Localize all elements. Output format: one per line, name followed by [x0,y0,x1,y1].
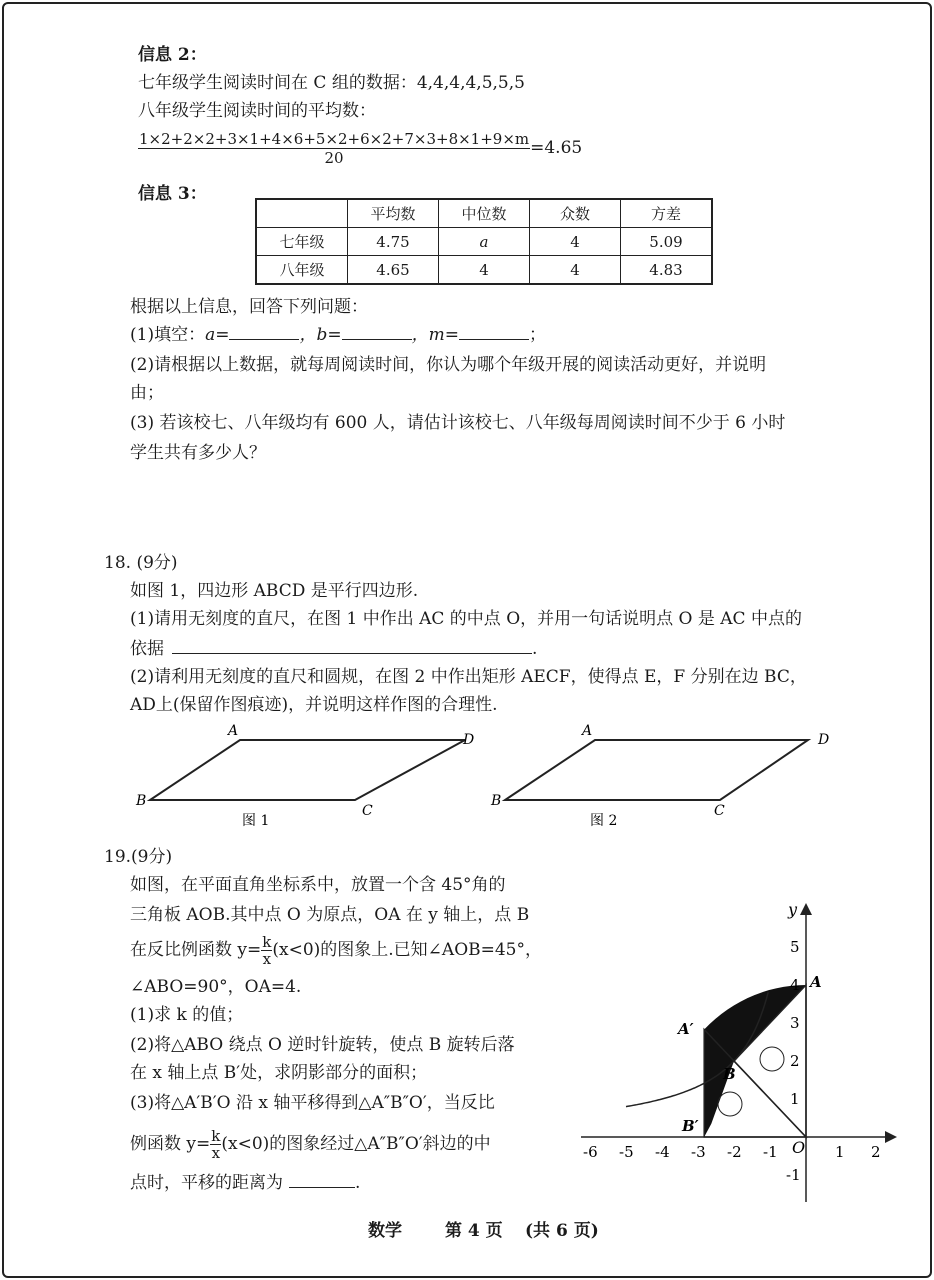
q17-part3-line1: (3) 若该校七、八年级均有 600 人，请估计该校七、八年级每周阅读时间不少于 6 小时 [130,413,786,433]
x-tick-label: -2 [727,1143,742,1161]
basis-blank[interactable] [172,653,532,654]
y-tick-label: 4 [790,976,800,994]
x-tick-label: -5 [619,1143,634,1161]
q19-part2-line1: (2)将△ABO 绕点 O 逆时针旋转，使点 B 旋转后落 [130,1035,515,1055]
q17-part2-line1: (2)请根据以上数据，就每周阅读时间，你认为哪个年级开展的阅读活动更好，并说明 [130,355,767,375]
q18-part1-line2: 依据 . [130,639,538,659]
x-tick-label: 2 [871,1143,881,1161]
formula-result: =4.65 [530,138,583,158]
stats-table [255,198,713,285]
q17-intro: 根据以上信息，回答下列问题： [130,297,368,317]
part1-prefix: (1)填空： [130,325,206,345]
table-header: 众数 [530,199,621,228]
q19-part1: (1)求 k 的值； [130,1005,244,1025]
set-square-hole-icon [718,1092,742,1116]
fig2-caption: 图 2 [590,813,618,829]
y-tick-label: 5 [790,938,800,956]
blank-m[interactable] [459,339,529,340]
table-row [256,228,712,256]
table-cell: 七年级 [256,228,348,256]
table-cell: a [439,228,530,256]
table-cell: 4 [439,256,530,285]
table-header: 中位数 [439,199,530,228]
basis-label: 依据 [130,639,164,659]
func-suffix: (x<0)的图象上.已知∠AOB=45°， [272,940,543,960]
fig1-label-A: A [228,723,239,739]
fig1-caption: 图 1 [242,813,270,829]
distance-blank[interactable] [289,1187,355,1188]
blank-m-label: ，m= [411,325,459,345]
fig1-label-B: B [136,793,147,809]
footer-total: (共 6 页) [525,1221,599,1241]
x-tick-label: -3 [691,1143,706,1161]
q19-part3-line1: (3)将△A′B′O 沿 x 轴平移得到△A″B″O′，当反比 [130,1093,495,1113]
table-cell: 4.83 [621,256,713,285]
set-square-hole-icon [760,1047,784,1071]
table-row [256,256,712,285]
q18-line1: 如图 1，四边形 ABCD 是平行四边形. [130,581,419,601]
info2-title: 信息 2： [138,45,207,65]
table-header-row [256,199,712,228]
parallelogram-fig1 [150,740,465,800]
x-tick-label: -4 [655,1143,670,1161]
y-axis-label: y [788,900,798,919]
q17-part3-line2: 学生共有多少人？ [130,443,266,463]
frac-numerator: k [262,933,272,951]
x-tick-label: 1 [835,1143,845,1161]
y-tick-label: -1 [786,1166,801,1184]
fig2-label-D: D [818,732,830,748]
table-header [256,199,348,228]
origin-label: O [792,1138,806,1157]
q18-part2-line2: AD上(保留作图痕迹)，并说明这样作图的合理性. [130,695,498,715]
table-cell: 4.65 [348,256,439,285]
info3-title: 信息 3： [138,184,207,204]
point-B-prime-label: B′ [682,1117,699,1135]
mean-formula [138,130,582,167]
footer-subject: 数学 [368,1221,402,1241]
q19-line4: ∠ABO=90°，OA=4. [130,977,302,997]
table-cell: 4 [530,256,621,285]
blank-b-label: ，b= [299,325,342,345]
table-cell: 八年级 [256,256,348,285]
y-tick-label: 3 [790,1014,800,1032]
parallelogram-figures [120,715,880,835]
info2-line1: 七年级学生阅读时间在 C 组的数据：4,4,4,4,5,5,5 [138,73,525,93]
point-A-label: A [810,973,822,991]
point-A-prime-label: A′ [678,1020,694,1038]
x-tick-label: -6 [583,1143,598,1161]
frac-numerator: k [211,1127,221,1145]
q19-part3-line2 [130,1128,491,1161]
func-prefix: 例函数 y= [130,1134,211,1154]
y-tick-label: 1 [790,1090,800,1108]
parallelogram-fig2 [505,740,808,800]
func-suffix: (x<0)的图象经过△A″B″O′斜边的中 [221,1134,491,1154]
table-cell: 5.09 [621,228,713,256]
q19-header: 19.(9分) [104,847,173,867]
coordinate-graph [570,895,900,1205]
period: . [355,1173,361,1193]
y-tick-label: 2 [790,1052,800,1070]
q19-part3-line3 [130,1172,360,1194]
fig2-label-C: C [714,803,725,819]
point-B-label: B [723,1065,736,1083]
part1-end: ； [529,325,546,345]
x-tick-label: -1 [763,1143,778,1161]
q19-line2: 三角板 AOB.其中点 O 为原点，OA 在 y 轴上，点 B [130,905,530,925]
frac-denominator: x [211,1144,221,1162]
q19-line1: 如图，在平面直角坐标系中，放置一个含 45°角的 [130,875,506,895]
fig1-label-C: C [362,803,373,819]
q19-part2-line2: 在 x 轴上点 B′处，求阴影部分的面积； [130,1063,428,1083]
footer-page: 第 4 页 [445,1221,503,1241]
blank-b[interactable] [342,339,412,340]
table-header: 平均数 [348,199,439,228]
q17-part2-line2: 由； [130,383,164,403]
blank-a-label: a= [205,325,230,345]
q18-part1-line1: (1)请用无刻度的直尺，在图 1 中作出 AC 的中点 O，并用一句话说明点 O 是 AC 中点的 [130,609,802,629]
distance-label: 点时，平移的距离为 [130,1173,283,1193]
fig1-label-D: D [463,732,475,748]
table-cell: 4.75 [348,228,439,256]
table-header: 方差 [621,199,713,228]
q18-header: 18. (9分) [104,553,178,573]
q18-part2-line1: (2)请利用无刻度的直尺和圆规，在图 2 中作出矩形 AECF，使得点 E，F 分别在边 BC， [130,667,807,687]
q19-line3 [130,934,542,967]
blank-a[interactable] [229,339,299,340]
formula-numerator: 1×2+2×2+3×1+4×6+5×2+6×2+7×3+8×1+9×m [139,130,530,148]
fig2-label-B: B [491,793,502,809]
info2-line2: 八年级学生阅读时间的平均数： [138,101,376,121]
frac-denominator: x [262,950,272,968]
table-cell: 4 [530,228,621,256]
q17-part1 [130,324,546,346]
fig2-label-A: A [582,723,593,739]
formula-denominator: 20 [324,149,344,167]
func-prefix: 在反比例函数 y= [130,940,262,960]
